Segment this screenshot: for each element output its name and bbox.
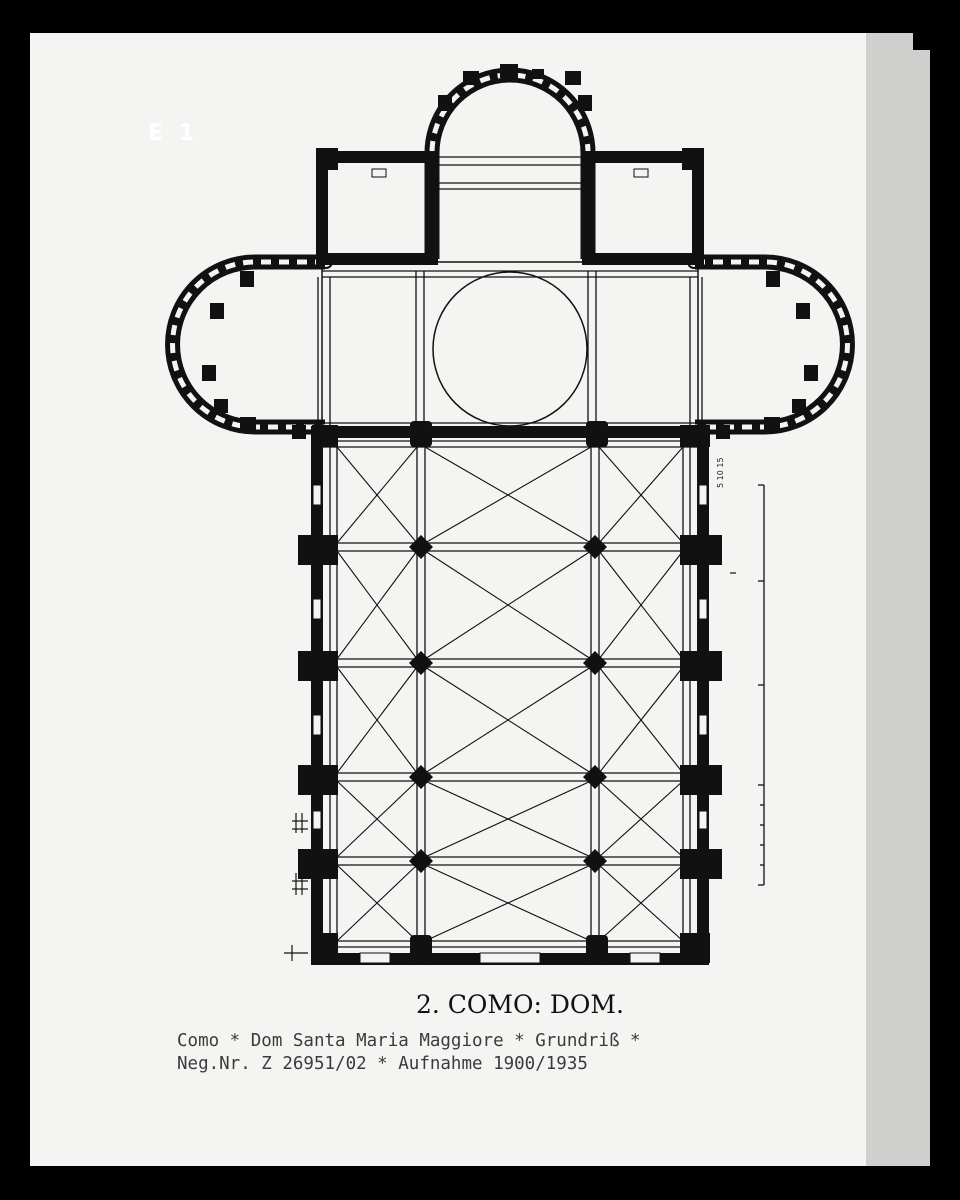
vault-diagonals [337,447,683,941]
paper-edge [866,33,930,1166]
wall-windows [313,485,707,829]
choir-lines [438,157,582,189]
archive-stamp: E 1 [148,121,198,146]
wall-buttresses [298,425,722,963]
cut-corner [913,33,930,50]
scale-label: 5 10 15 [716,457,725,488]
photo-card [30,33,930,1166]
interior-piers [409,421,608,961]
caption-line-2: Neg.Nr. Z 26951/02 * Aufnahme 1900/1935 [177,1054,588,1074]
nave-walls [317,432,703,959]
side-door-marks [284,573,736,961]
caption-line-1: Como * Dom Santa Maria Maggiore * Grundriß * [177,1031,641,1051]
choir-apse [432,75,588,259]
transept-lines [318,271,702,431]
scale-bar [758,485,764,885]
nave-grid [323,437,697,951]
apse-buttresses [202,64,818,439]
plan-title: 2. COMO: DOM. [416,990,624,1019]
dome-circle [433,272,587,426]
